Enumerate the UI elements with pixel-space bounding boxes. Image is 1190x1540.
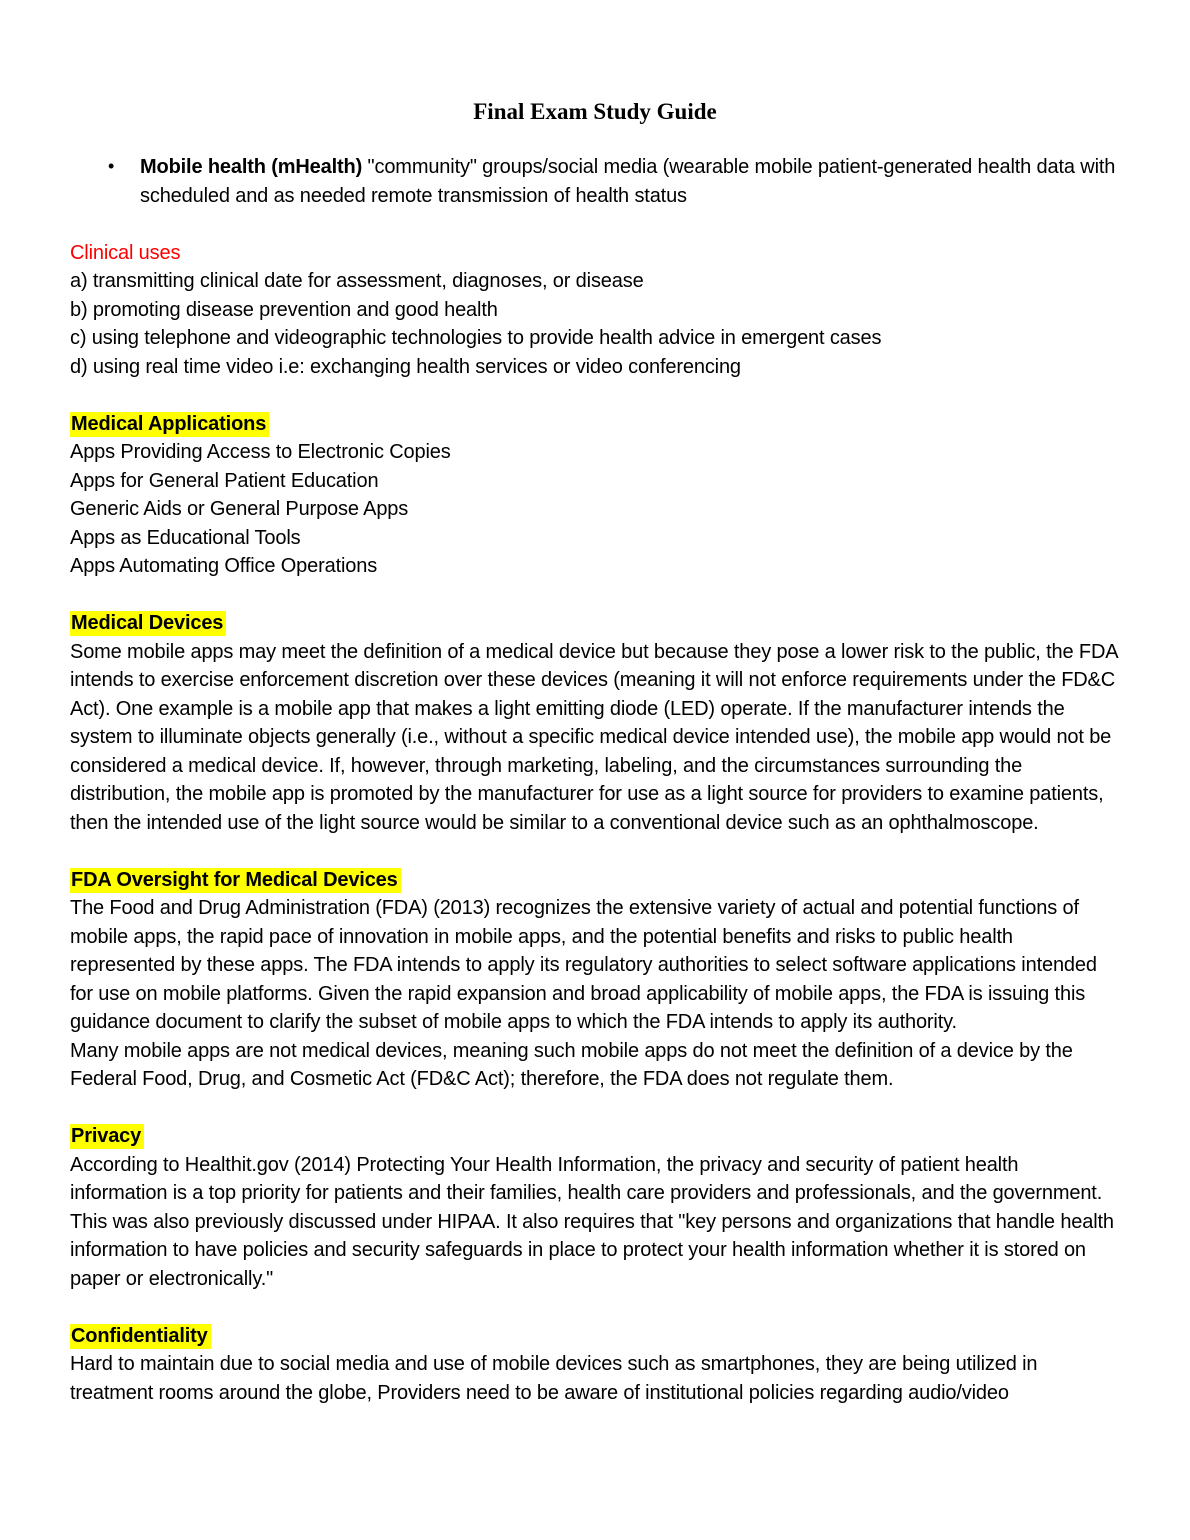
clinical-use-item-c: c) using telephone and videographic technologies to provide health advice in emergent cases bbox=[70, 327, 882, 349]
medical-devices-paragraph: Some mobile apps may meet the definition of a medical device but because they pose a lower risk to the public, the FDA intends to exercise enforcement discretion over these devices (meaning it will not enforce requirements under the FD&C Act). One example is a mobile app that makes a light emitting diode (LED) operate. If the manufacturer intends the system to illuminate objects generally (i.e., without a specific medical device intended use), the mobile app would not be considered a medical device. If, however, through marketing, labeling, and the circumstances surrounding the distribution, the mobile app is promoted by the manufacturer for use as a light source for providers to examine patients, then the intended use of the light source would be similar to a conventional device such as an ophthalmoscope. bbox=[70, 640, 1118, 834]
clinical-uses-heading: Clinical uses bbox=[70, 241, 181, 264]
section-medical-applications bbox=[70, 410, 1120, 581]
medical-app-item-4: Apps as Educational Tools bbox=[70, 526, 301, 549]
medical-app-item-5: Apps Automating Office Operations bbox=[70, 555, 378, 577]
confidentiality-heading bbox=[70, 1322, 1120, 1351]
clinical-use-item-d: d) using real time video i.e: exchanging health services or video conferencing bbox=[70, 355, 741, 378]
bullet-lead-bold: Mobile health (mHealth) bbox=[140, 156, 363, 178]
bullet-marker-icon: • bbox=[108, 156, 115, 176]
privacy-heading bbox=[70, 1122, 1120, 1151]
fda-oversight-heading-highlight: FDA Oversight for Medical Devices bbox=[70, 868, 401, 893]
section-clinical-uses bbox=[70, 239, 1120, 382]
confidentiality-paragraph: Hard to maintain due to social media and use of mobile devices such as smartphones, they are being utilized in treatment rooms around the globe, Providers need to be aware of institutional policies regarding audio/video bbox=[70, 1353, 1038, 1404]
clinical-use-item-a: a) transmitting clinical date for assessment, diagnoses, or disease bbox=[70, 270, 644, 292]
section-privacy bbox=[70, 1122, 1120, 1293]
fda-oversight-paragraph-1: The Food and Drug Administration (FDA) (2013) recognizes the extensive variety of actual and potential functions of mobile apps, the rapid pace of innovation in mobile apps, and the potential benefits and risks to public health represented by these apps. The FDA intends to apply its regulatory authorities to select software applications intended for use on mobile platforms. Given the rapid expansion and broad applicability of mobile apps, the FDA is issuing this guidance document to clarify the subset of mobile apps to which the FDA intends to apply its authority. bbox=[70, 897, 1097, 1033]
medical-app-item-3: Generic Aids or General Purpose Apps bbox=[70, 498, 409, 520]
medical-applications-heading-highlight: Medical Applications bbox=[70, 412, 269, 437]
medical-applications-heading bbox=[70, 410, 1120, 439]
confidentiality-heading-highlight: Confidentiality bbox=[70, 1324, 211, 1349]
clinical-use-item-b: b) promoting disease prevention and good health bbox=[70, 298, 498, 321]
fda-oversight-paragraph-2: Many mobile apps are not medical devices, meaning such mobile apps do not meet the definition of a device by the Federal Food, Drug, and Cosmetic Act (FD&C Act); therefore, the FDA does not regulate them. bbox=[70, 1039, 1073, 1090]
medical-app-item-1: Apps Providing Access to Electronic Copies bbox=[70, 441, 451, 463]
section-confidentiality bbox=[70, 1322, 1120, 1408]
section-fda-oversight bbox=[70, 866, 1120, 1094]
section-medical-devices bbox=[70, 609, 1120, 837]
medical-devices-heading bbox=[70, 609, 1120, 638]
privacy-heading-highlight: Privacy bbox=[70, 1124, 144, 1149]
bullet-item bbox=[70, 153, 1120, 210]
bullet-text bbox=[140, 153, 1120, 210]
medical-app-item-2: Apps for General Patient Education bbox=[70, 469, 379, 492]
document-title: Final Exam Study Guide bbox=[473, 99, 717, 124]
bullet-rest-text: "community" groups/social media (wearable mobile patient-generated health data with scheduled and as needed remote transmission of health status bbox=[140, 156, 1116, 207]
medical-devices-heading-highlight: Medical Devices bbox=[70, 611, 226, 636]
fda-oversight-heading bbox=[70, 866, 1120, 895]
privacy-paragraph: According to Healthit.gov (2014) Protecting Your Health Information, the privacy and security of patient health information is a top priority for patients and their families, health care providers and professionals, and the government. This was also previously discussed under HIPAA. It also requires that "key persons and organizations that handle health information to have policies and security safeguards in place to protect your health information whether it is stored on paper or electronically." bbox=[70, 1153, 1114, 1290]
